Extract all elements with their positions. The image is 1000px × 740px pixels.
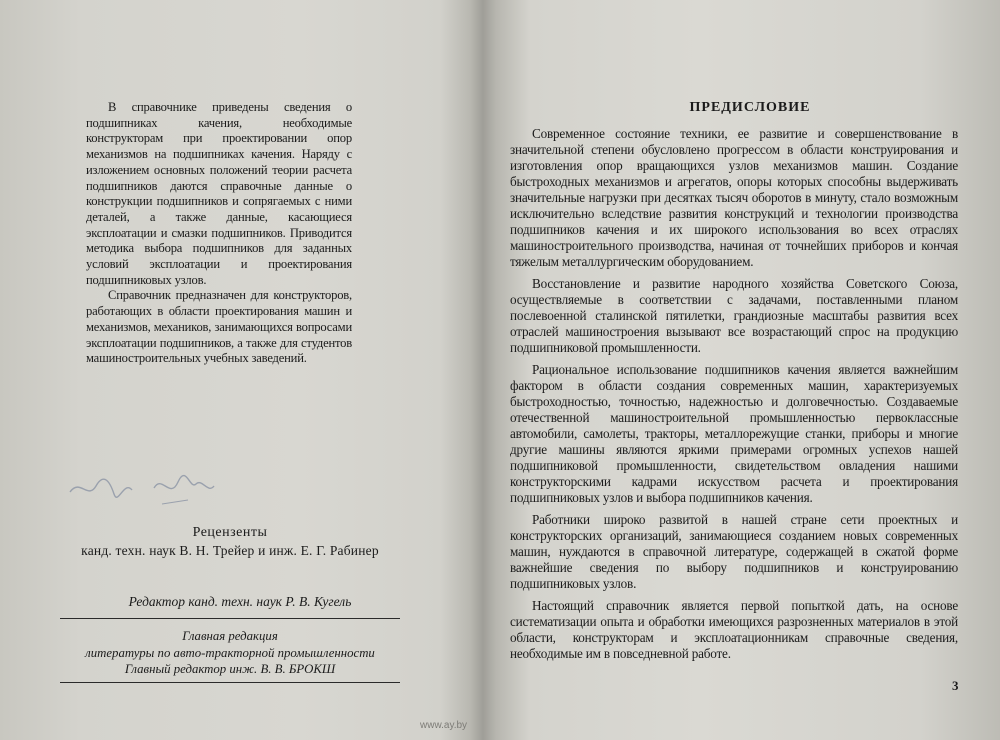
pencil-signature-icon [62,460,222,520]
divider-top [60,618,400,619]
preface-body [510,126,958,668]
reviewers-block [50,524,410,560]
page-number: 3 [952,678,959,693]
preface-title: ПРЕДИСЛОВИЕ [689,100,811,115]
divider-bottom [60,682,400,683]
preface-paragraph-5: Настоящий справочник является первой попыткой дать, на основе систематизации опыта и обработки имеющихся разрозненных материалов в этой области, конструкторам и эксплоатационникам справочные сведения, необходимые им в повседневной работе. [510,598,958,661]
preface-paragraph-2: Восстановление и развитие народного хозяйства Советского Союза, осуществляемые в соответствии с задачами, поставленными планом послевоенной сталинской пятилетки, грандиозные масштабы развития всех отраслей машиностроения вызывают все возрастающий спрос на продукцию подшипниковой промышленности. [510,276,958,355]
reviewers-title: Рецензенты [192,525,268,540]
reviewers-names: канд. техн. наук В. Н. Трейер и инж. Е. Г. Рабинер [81,543,379,558]
edition-block [50,628,410,678]
edition-line-1: Главная редакция [182,629,278,643]
abstract-paragraph-1: В справочнике приведены сведения о подшипниках качения, необходимые конструкторам при проектировании опор механизмов на подшипниках качения. Наряду с изложением основных положений теории расчета подшипников даются справочные данные о конструкции подшипников и сопрягаемых с ними деталей, а также данные, касающиеся эксплоатации и смазки подшипников. Приводится методика выбора подшипников для заданных условий эксплоатации и проектирования подшипниковых узлов. [86,100,352,287]
editor-line: Редактор канд. техн. наук Р. В. Кугель [128,594,352,609]
abstract-paragraph-2: Справочник предназначен для конструкторов, работающих в области проектирования машин и механизмов, механиков, занимающихся вопросами эксплоатации подшипников, а также для студентов машиностроительных учебных заведений. [86,288,352,366]
preface-paragraph-3: Рациональное использование подшипников качения является важнейшим фактором в области создания современных машин, характеризуемых быстроходностью, точностью, надежностью и долговечностью. Создаваемые отечественной машиностроительной промышленностью первоклассные автомобили, самолеты, тракторы, металлорежущие станки, приборы и многие другие машины являются яркими примерами огромных успехов нашей подшипниковой промышленности, свидетельством овладения нашими конструкторскими кадрами искусством расчета и проектирования подшипниковых узлов и выбора подшипников качения. [510,362,958,505]
watermark: www.ay.by [420,720,468,731]
preface-paragraph-1: Современное состояние техники, ее развитие и совершенствование в значительной степени обусловлено прогрессом в области конструирования и изготовления опор вращающихся узлов механизмов машин. Создание быстроходных механизмов и агрегатов, опоры которых способны выдерживать значительные нагрузки при десятках тысяч оборотов в минуту, стало возможным исключительно вследствие развития конструкций и технологии производства подшипников качения и их широкого использования во всех отраслях машиностроительного производства, начиная от точнейших приборов и кончая тяжелым металлургическим оборудованием. [510,126,958,269]
edition-line-3: Главный редактор инж. В. В. БРОКШ [124,662,336,676]
left-page [0,0,480,740]
preface-paragraph-4: Работники широко развитой в нашей стране сети проектных и конструкторских организаций, занимающиеся созданием новых современных машин, нуждаются в справочной литературе, содержащей в сжатой форме важнейшие сведения по выбору подшипников и конструированию подшипниковых узлов. [510,512,958,591]
abstract-block [86,100,352,367]
right-page [485,0,1000,740]
edition-line-2: литературы по авто-тракторной промышленности [85,645,375,660]
